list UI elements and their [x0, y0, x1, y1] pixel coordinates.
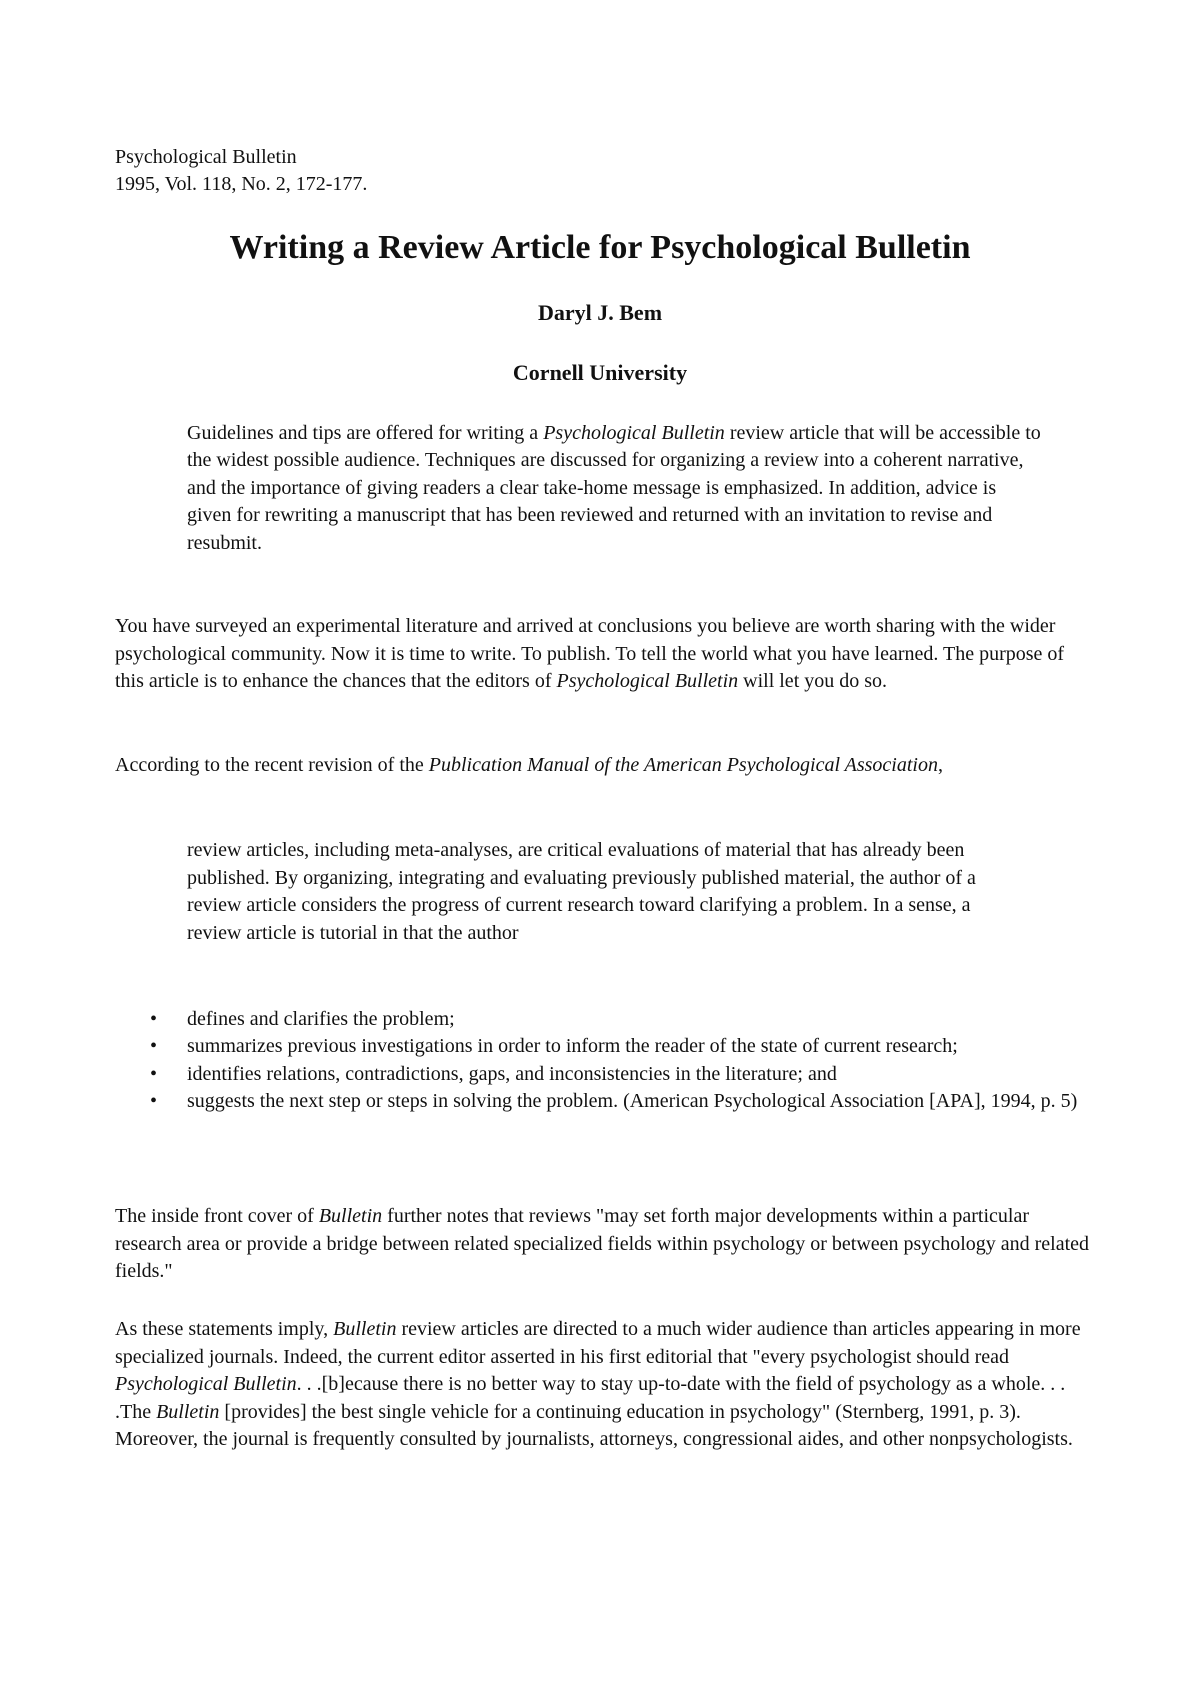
paragraph-emphasis: Publication Manual of the American Psychological Association — [428, 754, 938, 776]
paragraph-text: review articles are directed to a much wider audience than articles appearing in more specialized journals. Indeed, the current editor asserted in his first editorial that "every psychologist should read — [115, 1318, 1081, 1368]
paragraph-emphasis: Psychological Bulletin — [115, 1373, 297, 1396]
paragraph-text: As these statements imply, — [115, 1318, 334, 1340]
paragraph-text: . . .[b]ecause there is no better way to stay up-to-date with the field of psychology as a whole. . . .The — [115, 1373, 1066, 1423]
bullet-icon: • — [150, 1035, 158, 1058]
journal-name: Psychological Bulletin — [115, 146, 297, 168]
journal-header — [115, 144, 367, 198]
journal-citation: 1995, Vol. 118, No. 2, 172-177. — [115, 173, 368, 195]
paragraph-text: The inside front cover of — [115, 1205, 319, 1227]
list-item-text: summarizes previous investigations in order to inform the reader of the state of current research; — [187, 1035, 958, 1058]
paragraph-audience — [115, 1316, 1095, 1454]
block-quote: review articles, including meta-analyses, are critical evaluations of material that has already been published. By organizing, integrating and evaluating previously published material, the author of a review article considers the progress of current research toward clarifying a problem. In a sense, a review article is tutorial in that the author — [187, 839, 976, 944]
abstract-text: Guidelines and tips are offered for writing a — [187, 422, 544, 444]
bullet-icon: • — [150, 1062, 158, 1085]
author-name: Daryl J. Bem — [537, 300, 663, 325]
paragraph-emphasis: Bulletin — [333, 1318, 397, 1340]
paragraph-text: According to the recent revision of the — [115, 754, 429, 776]
list-item-text: identifies relations, contradictions, gaps, and inconsistencies in the literature; and — [187, 1062, 837, 1085]
paragraph-text: , — [937, 754, 943, 776]
paragraph-emphasis: Bulletin — [156, 1400, 220, 1423]
paragraph-inside-cover — [115, 1203, 1095, 1286]
paragraph-text: further notes that reviews "may set forth major developments within a particular research area or provide a bridge between related specialized fields within psychology or between psychology and related fields." — [115, 1205, 1090, 1283]
list-item — [150, 1088, 1095, 1115]
bullet-list — [150, 1006, 1095, 1116]
paragraph-apa-intro — [115, 752, 1095, 780]
abstract-emphasis: Psychological Bulletin — [543, 422, 725, 444]
paragraph-intro — [115, 613, 1095, 696]
list-item — [150, 1061, 1095, 1088]
list-item-text: suggests the next step or steps in solving the problem. (American Psychological Association [APA], 1994, p. 5) — [187, 1090, 1078, 1113]
bullet-icon: • — [150, 1008, 158, 1030]
abstract — [187, 420, 1042, 557]
list-item-text: defines and clarifies the problem; — [187, 1008, 455, 1030]
paragraph-emphasis: Bulletin — [318, 1205, 383, 1227]
abstract-text: review article that will be accessible to the widest possible audience. Techniques are discussed for organizing a review into a coherent narrative, and the importance of giving readers a clear take-home message is emphasized. In addition, advice is given for rewriting a manuscript that has been reviewed and returned with an invitation to revise and resubmit. — [187, 422, 1041, 554]
paragraph-text: will let you do so. — [738, 670, 888, 693]
list-item — [150, 1006, 1095, 1033]
paragraph-emphasis: Psychological Bulletin — [556, 670, 739, 693]
list-item — [150, 1033, 1095, 1060]
paragraph-text: You have surveyed an experimental literature and arrived at conclusions you believe are worth sharing with the wider psychological community. Now it is time to write. To publish. To tell the world what you have learned. The purpose of this article is to enhance the chances that the editors of — [115, 615, 1065, 693]
article-title: Writing a Review Article for Psychological Bulletin — [229, 229, 971, 266]
author-affiliation: Cornell University — [512, 360, 688, 385]
paragraph-text: [provides] the best single vehicle for a continuing education in psychology" (Sternberg, 1991, p. 3). Moreover, the journal is frequently consulted by journalists, attorneys, congressional aides, and other nonpsychologists. — [115, 1400, 1073, 1451]
bullet-icon: • — [150, 1090, 158, 1113]
